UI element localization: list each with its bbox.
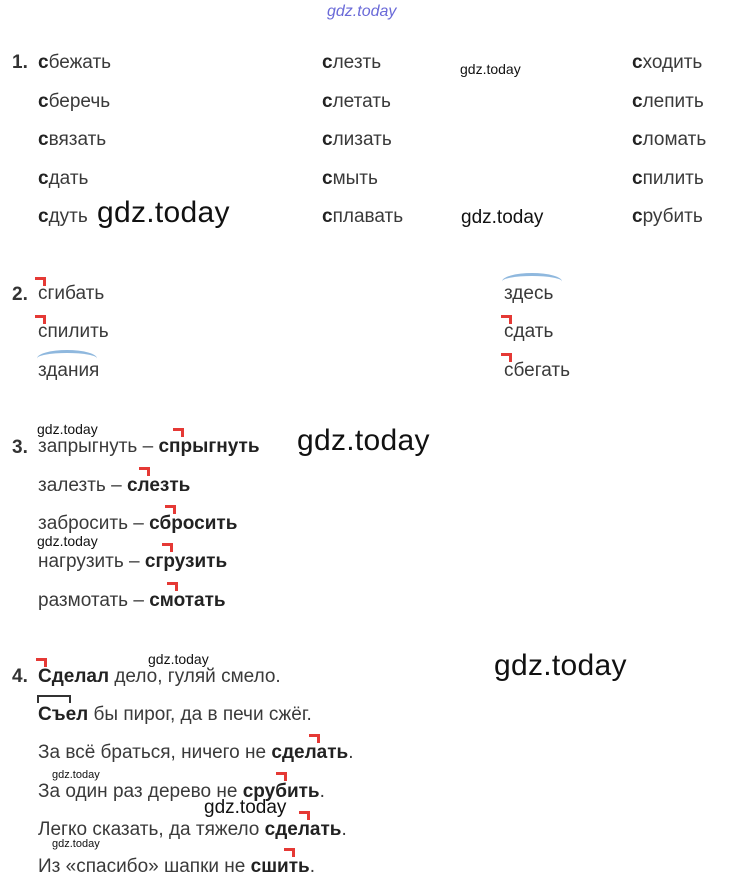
word: сбегать [504,360,570,381]
word: сдать [38,168,89,189]
watermark: gdz.today [52,838,100,850]
prefix-mark [309,734,320,743]
proverb: За всё браться, ничего не сделать. [38,742,354,763]
watermark: gdz.today [97,196,230,229]
ex3-row: залезть – слезть [38,475,191,496]
word: слетать [322,91,391,112]
word: слепить [632,91,704,112]
word: слизать [322,129,392,150]
proverb: Из «спасибо» шапки не сшить. [38,856,315,877]
prefix-mark [162,543,173,552]
word: сломать [632,129,707,150]
proverb: За один раз дерево не срубить. [38,781,325,802]
word: слезть [322,52,382,73]
word: связать [38,129,107,150]
exercise-1-number: 1. [12,52,28,73]
exercise-2-number: 2. [12,284,28,305]
prefix-mark [173,428,184,437]
watermark: gdz.today [204,797,287,818]
ex3-row: нагрузить – сгрузить [38,551,228,572]
proverb: Легко сказать, да тяжело сделать. [38,819,347,840]
watermark-top: gdz.today [327,3,397,20]
word: сходить [632,52,703,73]
prefix-mark [36,658,47,667]
proverb: Съел бы пирог, да в печи сжёг. [38,704,312,725]
ex3-row: забросить – сбросить [38,513,238,534]
word: смыть [322,168,378,189]
watermark: gdz.today [461,207,544,228]
exercise-3-number: 3. [12,437,28,458]
watermark: gdz.today [37,533,98,549]
word: спилить [632,168,704,189]
word: сберечь [38,91,111,112]
prefix-mark [37,695,71,703]
watermark: gdz.today [297,424,430,457]
word: сплавать [322,206,404,227]
word: здесь [504,283,554,304]
prefix-mark [165,505,176,514]
watermark: gdz.today [37,421,98,437]
watermark: gdz.today [494,649,627,682]
word: сдуть [38,206,88,227]
watermark: gdz.today [460,61,521,77]
exercise-4-number: 4. [12,666,28,687]
watermark: gdz.today [148,651,209,667]
prefix-mark [139,467,150,476]
prefix-mark [276,772,287,781]
word: сдать [504,321,554,342]
word: срубить [632,206,703,227]
prefix-mark [284,848,295,857]
ex3-row: размотать – смотать [38,590,226,611]
prefix-mark [167,582,178,591]
word: здания [38,360,100,381]
word: сгибать [38,283,105,304]
ex3-row: запрыгнуть – спрыгнуть [38,436,260,457]
word: спилить [38,321,109,342]
watermark: gdz.today [52,769,100,781]
word: сбежать [38,52,112,73]
prefix-mark [299,811,310,820]
proverb: Сделал дело, гуляй смело. [38,666,281,687]
